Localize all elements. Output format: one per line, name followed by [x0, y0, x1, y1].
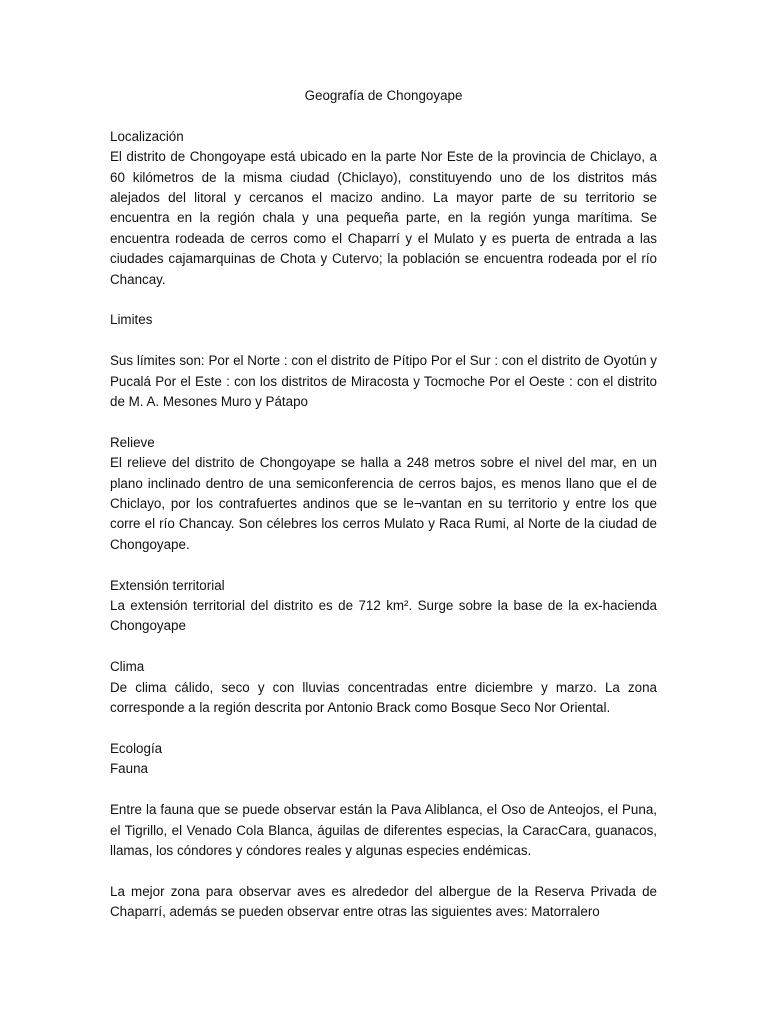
- paragraph-localizacion: El distrito de Chongoyape está ubicado en la parte Nor Este de la provincia de Chiclayo, a 60 kilómetros de la misma ciudad (Chiclayo), constituyendo uno de los distritos más alejados del litoral y cercanos el macizo andino. La mayor parte de su territorio se encuentra en la región chala y una pequeña parte, en la región yunga marítima. Se encuentra rodeada de cerros como el Chaparrí y el Mulato y es puerta de entrada a las ciudades cajamarquinas de Chota y Cutervo; la población se encuentra rodeada por el río Chancay.: [110, 149, 657, 287]
- spacer: [110, 290, 657, 310]
- subheading-fauna: Fauna: [110, 761, 148, 777]
- spacer: [110, 861, 657, 881]
- heading-relieve: Relieve: [110, 434, 155, 450]
- spacer: [110, 412, 657, 432]
- paragraph-clima: De clima cálido, seco y con lluvias concentradas entre diciembre y marzo. La zona corresponde a la región descrita por Antonio Brack como Bosque Seco Nor Oriental.: [110, 679, 657, 716]
- spacer: [110, 780, 657, 800]
- spacer: [110, 555, 657, 575]
- heading-limites: Limites: [110, 312, 153, 328]
- paragraph-limites: Sus límites son: Por el Norte : con el distrito de Pítipo Por el Sur : con el distrito de Oyotún y Pucalá Por el Este : con los distritos de Miracosta y Tocmoche Por el Oeste : con el distrito de M. A. Mesones Muro y Pátapo: [110, 353, 657, 410]
- heading-ecologia: Ecología: [110, 740, 163, 756]
- paragraph-extension: La extensión territorial del distrito es de 712 km². Surge sobre la base de la ex-hacienda Chongoyape: [110, 598, 657, 634]
- paragraph-fauna: Entre la fauna que se puede observar están la Pava Aliblanca, el Oso de Anteojos, el Puna, el Tigrillo, el Venado Cola Blanca, águilas de diferentes especias, la CaracCara, guanacos, llamas, los cóndores y cóndores reales y algunas especies endémicas.: [110, 802, 657, 858]
- heading-clima: Clima: [110, 659, 145, 675]
- document-title: Geografía de Chongoyape: [304, 88, 463, 103]
- spacer: [110, 719, 657, 739]
- heading-extension: Extensión territorial: [110, 577, 225, 593]
- spacer: [110, 637, 657, 657]
- paragraph-relieve: El relieve del distrito de Chongoyape se halla a 248 metros sobre el nivel del mar, en un plano inclinado dentro de una semiconferencia de cerros bajos, es menos llano que el de Chiclayo, por los contrafuertes andinos que se le¬vantan en su territorio y entre los que corre el río Chancay. Son célebres los cerros Mulato y Raca Rumi, al Norte de la ciudad de Chongoyape.: [110, 455, 657, 552]
- spacer: [110, 331, 657, 351]
- paragraph-aves: La mejor zona para observar aves es alrededor del albergue de la Reserva Privada de Chaparrí, además se pueden observar entre otras las siguientes aves: Matorralero: [110, 883, 657, 920]
- document-page: [110, 86, 657, 923]
- heading-localizacion: Localización: [110, 128, 184, 144]
